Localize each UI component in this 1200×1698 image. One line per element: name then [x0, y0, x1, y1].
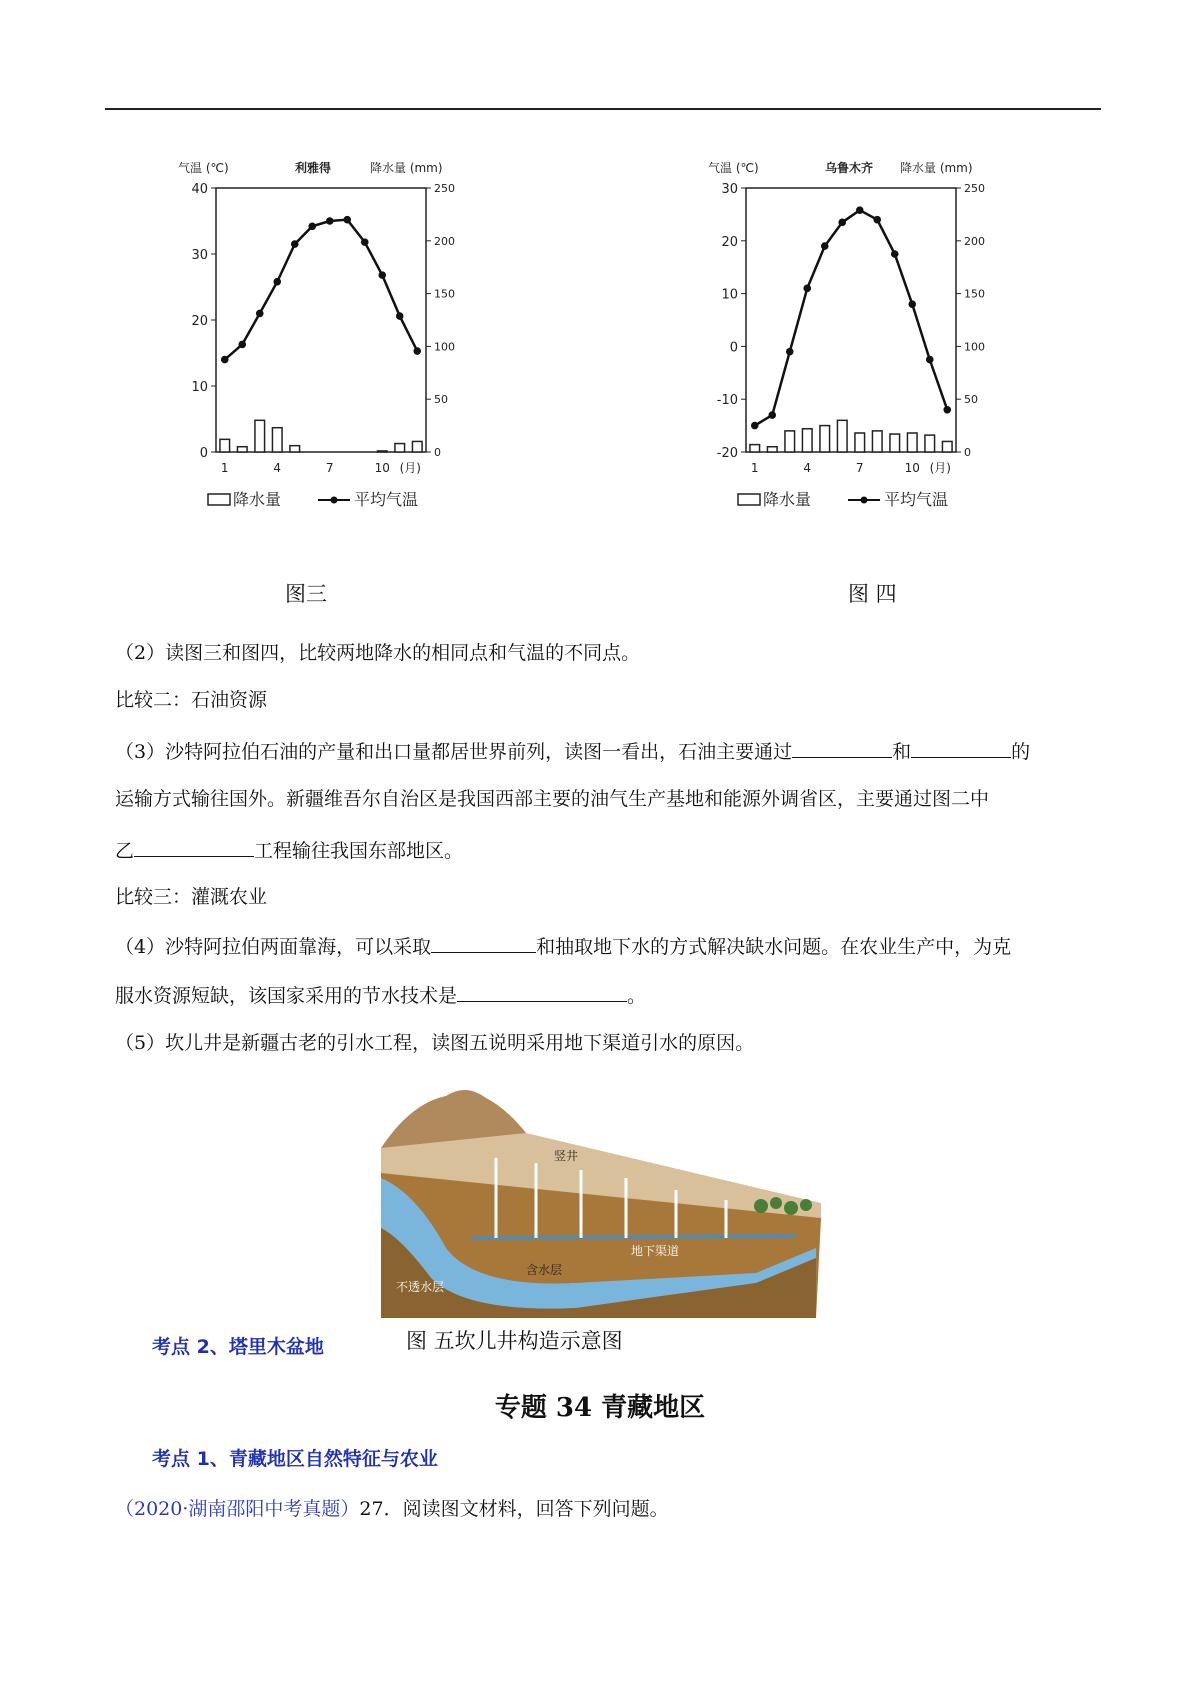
precipitation-bar [377, 451, 387, 452]
comparison-2-heading: 比较二：石油资源 [115, 689, 268, 711]
month-tick-label: 1 [750, 461, 759, 475]
temperature-point [873, 216, 881, 224]
header-rule [105, 108, 1101, 110]
precipitation-tick-label: 250 [434, 182, 455, 195]
temperature-point [396, 312, 404, 320]
figure-5-caption: 图 五坎儿井构造示意图 [406, 1329, 623, 1353]
month-tick-label: 7 [855, 461, 864, 475]
precipitation-bar [802, 429, 812, 452]
precipitation-tick-label: 100 [434, 340, 455, 354]
channel-label: 地下渠道 [631, 1244, 680, 1258]
legend-line-point [331, 497, 338, 504]
temperature-tick-label: 20 [191, 314, 208, 329]
temperature-point [238, 341, 246, 349]
urumqi-climate-chart [700, 160, 1060, 575]
chart-title: 乌鲁木齐 [825, 161, 874, 175]
impermeable-label: 不透水层 [396, 1280, 445, 1294]
precipitation-bar [255, 420, 265, 452]
legend-bar-swatch [208, 494, 230, 505]
legend-precipitation: 降水量 [233, 490, 282, 509]
answer-blank-1[interactable] [792, 737, 892, 758]
precipitation-tick-label: 0 [964, 446, 971, 459]
month-tick-label: 10 [374, 461, 390, 475]
temperature-point [926, 356, 934, 364]
legend-precipitation: 降水量 [763, 490, 812, 509]
temperature-tick-label: 20 [721, 234, 738, 250]
temperature-point [891, 250, 899, 258]
question-27-source: （2020·湖南邵阳中考真题） [115, 1498, 360, 1520]
month-tick-label: 4 [273, 461, 282, 475]
precipitation-bar [395, 444, 405, 452]
precipitation-bar [272, 428, 282, 452]
temperature-tick-label: 10 [721, 287, 738, 303]
figure-3-caption: 图三 [285, 582, 327, 606]
question-3-line-3: 乙 工程输往我国东部地区。 [115, 836, 463, 864]
precipitation-bar [872, 431, 882, 452]
aquifer-label: 含水层 [526, 1263, 563, 1277]
legend-temperature: 平均气温 [354, 490, 419, 509]
temperature-tick-label: 40 [191, 182, 208, 197]
temperature-point [803, 285, 811, 293]
precipitation-tick-label: 0 [434, 446, 441, 459]
month-tick-label: 4 [803, 461, 812, 475]
temperature-axis-label: 气温 (℃) [178, 161, 229, 175]
precipitation-tick-label: 250 [964, 182, 985, 195]
temperature-tick-label: -10 [716, 393, 738, 409]
temperature-line [755, 210, 948, 425]
precipitation-tick-label: 150 [964, 287, 985, 301]
month-tick-label: 7 [325, 461, 334, 475]
temperature-point [751, 422, 759, 430]
topic-title: 专题 34 青藏地区 [494, 1393, 706, 1423]
precipitation-tick-label: 50 [434, 393, 448, 407]
precipitation-axis-label: 降水量 (mm) [370, 161, 443, 175]
question-5: （5）坎儿井是新疆古老的引水工程，读图五说明采用地下渠道引水的原因。 [115, 1032, 755, 1054]
legend-bar-swatch [738, 494, 760, 505]
precipitation-tick-label: 50 [964, 393, 978, 407]
month-tick-label: 10 [904, 461, 920, 475]
precipitation-bar [290, 446, 300, 452]
precipitation-bar [220, 439, 230, 452]
temperature-point [786, 348, 794, 356]
temperature-point [343, 216, 351, 224]
temperature-point [308, 222, 316, 230]
precipitation-bar [237, 447, 247, 452]
precipitation-tick-label: 200 [434, 234, 455, 248]
temperature-point [291, 240, 299, 248]
legend-temperature: 平均气温 [884, 490, 949, 509]
precipitation-bar [412, 441, 422, 452]
precipitation-bar [820, 426, 830, 452]
month-tick-label: 1 [220, 461, 229, 475]
temperature-point [326, 217, 334, 225]
temperature-point [768, 411, 776, 419]
temperature-tick-label: 30 [191, 248, 208, 263]
temperature-axis-label: 气温 (℃) [708, 161, 759, 175]
precipitation-tick-label: 150 [434, 287, 455, 301]
precipitation-bar [925, 435, 935, 452]
precipitation-bar [750, 445, 760, 452]
question-3-line-2: 运输方式输往国外。新疆维吾尔自治区是我国西部主要的油气生产基地和能源外调省区，主要通过图二中 [115, 788, 990, 810]
precipitation-bar [837, 420, 847, 452]
kaodian-1-heading: 考点 1、青藏地区自然特征与农业 [152, 1448, 438, 1470]
comparison-3-heading: 比较三：灌溉农业 [115, 886, 268, 908]
temperature-tick-label: 0 [199, 446, 208, 461]
temperature-line [225, 220, 418, 360]
temperature-point [413, 347, 421, 355]
month-axis-label: (月) [929, 461, 951, 475]
precipitation-bar [855, 433, 865, 452]
month-axis-label: (月) [399, 461, 421, 475]
temperature-tick-label: 30 [721, 182, 738, 197]
precipitation-bar [890, 434, 900, 452]
figure-4-caption: 图 四 [848, 582, 897, 606]
temperature-point [856, 206, 864, 214]
temperature-point [361, 238, 369, 246]
question-3-line-1: （3）沙特阿拉伯石油的产量和出口量都居世界前列，读图一看出，石油主要通过 和 的 [115, 737, 1030, 765]
temperature-tick-label: -20 [716, 446, 738, 461]
karez-diagram [376, 1078, 836, 1358]
plot-frame [746, 188, 956, 452]
temperature-point [943, 406, 951, 414]
legend-line-point [861, 497, 868, 504]
temperature-tick-label: 10 [191, 380, 208, 395]
temperature-point [908, 300, 916, 308]
underground-channel [471, 1236, 796, 1238]
temperature-tick-label: 0 [729, 340, 738, 356]
riyadh-climate-chart [170, 160, 530, 575]
precipitation-bar [907, 433, 917, 452]
temperature-point [221, 356, 229, 364]
question-27: （2020·湖南邵阳中考真题）27．阅读图文材料，回答下列问题。 [115, 1498, 669, 1520]
well-label: 竖井 [554, 1149, 579, 1163]
question-4-line-1: （4）沙特阿拉伯两面靠海，可以采取 和抽取地下水的方式解决缺水问题。在农业生产中，为克 [115, 932, 1011, 960]
kaodian-2-heading: 考点 2、塔里木盆地 [152, 1336, 324, 1358]
answer-blank-5[interactable] [457, 981, 627, 1002]
temperature-point [821, 242, 829, 250]
plot-frame [216, 188, 426, 452]
precipitation-bar [942, 441, 952, 452]
temperature-point [256, 310, 264, 318]
temperature-point [838, 219, 846, 227]
precipitation-axis-label: 降水量 (mm) [900, 161, 973, 175]
answer-blank-2[interactable] [911, 737, 1011, 758]
question-2: （2）读图三和图四，比较两地降水的相同点和气温的不同点。 [115, 642, 641, 664]
precipitation-bar [767, 447, 777, 452]
precipitation-tick-label: 100 [964, 340, 985, 354]
answer-blank-4[interactable] [431, 932, 536, 953]
temperature-point [273, 278, 281, 286]
precipitation-tick-label: 200 [964, 234, 985, 248]
chart-title: 利雅得 [295, 161, 332, 175]
temperature-point [378, 271, 386, 279]
question-4-line-2: 服水资源短缺，该国家采用的节水技术是 。 [115, 981, 646, 1009]
answer-blank-3[interactable] [134, 836, 254, 857]
precipitation-bar [785, 431, 795, 452]
